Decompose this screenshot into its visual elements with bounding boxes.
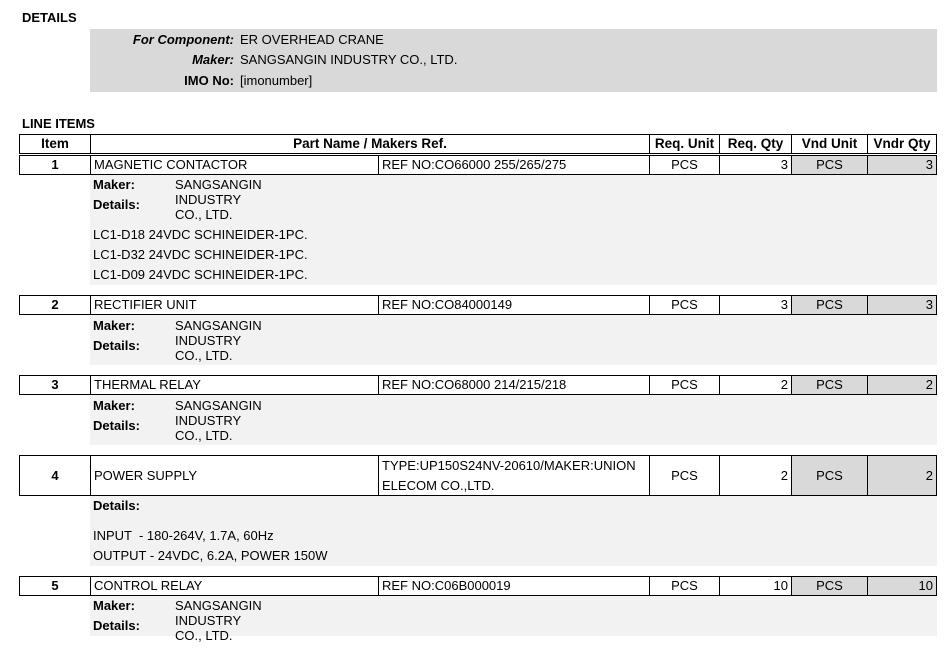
- detail-line: OUTPUT - 24VDC, 6.2A, POWER 150W: [93, 548, 328, 563]
- maker-row-value: SANGSANGIN INDUSTRY CO., LTD.: [175, 318, 262, 363]
- part-name: RECTIFIER UNIT: [90, 295, 379, 315]
- header-vndr-qty: Vndr Qty: [867, 134, 937, 154]
- req-qty: 2: [719, 455, 792, 496]
- maker-row-label: Maker:: [93, 318, 135, 333]
- maker-row-label: Maker:: [93, 598, 135, 613]
- maker-row-label: Maker:: [93, 177, 135, 192]
- detail-line: LC1-D09 24VDC SCHINEIDER-1PC.: [93, 267, 308, 282]
- header-vnd-unit: Vnd Unit: [791, 134, 868, 154]
- vndr-qty: 10: [867, 576, 937, 596]
- req-qty: 3: [719, 295, 792, 315]
- header-part-name: Part Name / Makers Ref.: [90, 134, 650, 154]
- vnd-unit: PCS: [791, 455, 868, 496]
- header-req-qty: Req. Qty: [719, 134, 792, 154]
- makers-ref: TYPE:UP150S24NV-20610/MAKER:UNION ELECOM CO.,LTD.: [378, 455, 650, 496]
- component-value: ER OVERHEAD CRANE: [240, 32, 384, 47]
- item-number: 4: [19, 455, 91, 496]
- detail-line: LC1-D18 24VDC SCHINEIDER-1PC.: [93, 227, 308, 242]
- vndr-qty: 3: [867, 295, 937, 315]
- vnd-unit: PCS: [791, 576, 868, 596]
- maker-row-value: SANGSANGIN INDUSTRY CO., LTD.: [175, 598, 262, 643]
- imo-label: IMO No:: [184, 73, 234, 88]
- details-section-title: DETAILS: [22, 10, 77, 25]
- item-number: 3: [19, 375, 91, 395]
- details-row-label: Details:: [93, 197, 140, 212]
- maker-label: Maker:: [192, 52, 234, 67]
- req-unit: PCS: [649, 155, 720, 175]
- details-row-label: Details:: [93, 498, 140, 513]
- vndr-qty: 3: [867, 155, 937, 175]
- part-name: MAGNETIC CONTACTOR: [90, 155, 379, 175]
- detail-line: LC1-D32 24VDC SCHINEIDER-1PC.: [93, 247, 308, 262]
- req-unit: PCS: [649, 455, 720, 496]
- req-unit: PCS: [649, 295, 720, 315]
- header-item: Item: [19, 134, 91, 154]
- vndr-qty: 2: [867, 375, 937, 395]
- makers-ref: REF NO:C06B000019: [378, 576, 650, 596]
- part-name: POWER SUPPLY: [90, 455, 379, 496]
- details-row-label: Details:: [93, 618, 140, 633]
- line-items-section-title: LINE ITEMS: [22, 116, 95, 131]
- vnd-unit: PCS: [791, 155, 868, 175]
- req-unit: PCS: [649, 375, 720, 395]
- part-name: THERMAL RELAY: [90, 375, 379, 395]
- detail-line: INPUT - 180-264V, 1.7A, 60Hz: [93, 528, 274, 543]
- req-qty: 2: [719, 375, 792, 395]
- req-unit: PCS: [649, 576, 720, 596]
- details-header-box: [90, 29, 937, 92]
- req-qty: 3: [719, 155, 792, 175]
- item-number: 1: [19, 155, 91, 175]
- vnd-unit: PCS: [791, 295, 868, 315]
- maker-value: SANGSANGIN INDUSTRY CO., LTD.: [240, 52, 458, 67]
- imo-value: [imonumber]: [240, 73, 313, 88]
- item-number: 2: [19, 295, 91, 315]
- req-qty: 10: [719, 576, 792, 596]
- details-row-label: Details:: [93, 338, 140, 353]
- makers-ref: REF NO:CO66000 255/265/275: [378, 155, 650, 175]
- component-label: For Component:: [132, 32, 234, 47]
- part-name: CONTROL RELAY: [90, 576, 379, 596]
- maker-row-value: SANGSANGIN INDUSTRY CO., LTD.: [175, 177, 262, 222]
- vnd-unit: PCS: [791, 375, 868, 395]
- makers-ref: REF NO:CO68000 214/215/218: [378, 375, 650, 395]
- maker-row-label: Maker:: [93, 398, 135, 413]
- makers-ref: REF NO:CO84000149: [378, 295, 650, 315]
- vndr-qty: 2: [867, 455, 937, 496]
- maker-row-value: SANGSANGIN INDUSTRY CO., LTD.: [175, 398, 262, 443]
- header-req-unit: Req. Unit: [649, 134, 720, 154]
- details-row-label: Details:: [93, 418, 140, 433]
- item-number: 5: [19, 576, 91, 596]
